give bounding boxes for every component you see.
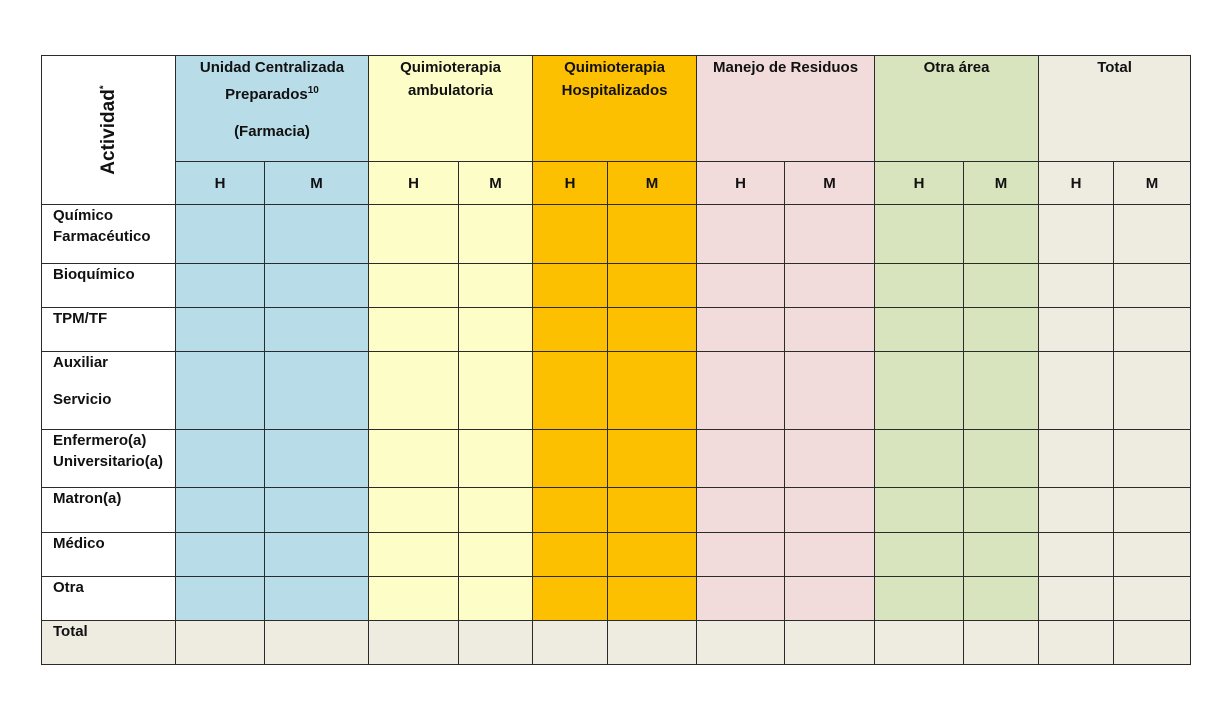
- table-cell: [459, 264, 533, 308]
- row-label-otra: Otra: [42, 577, 176, 621]
- table-cell: [176, 205, 265, 264]
- subheader-row: [42, 162, 1191, 205]
- table-cell: [608, 621, 697, 665]
- table-cell: [176, 621, 265, 665]
- table-cell: [533, 205, 608, 264]
- table-cell: [459, 430, 533, 488]
- subheader-m: M: [265, 162, 369, 205]
- table-cell: [176, 352, 265, 430]
- table-cell: [265, 352, 369, 430]
- subheader-h: H: [369, 162, 459, 205]
- total-row: [42, 621, 1191, 665]
- table-cell: [459, 308, 533, 352]
- table-cell: [459, 621, 533, 665]
- table-cell: [608, 264, 697, 308]
- table-cell: [265, 488, 369, 533]
- table-cell: [176, 308, 265, 352]
- table-cell: [265, 533, 369, 577]
- table-cell: [1039, 264, 1114, 308]
- table-cell: [533, 264, 608, 308]
- activity-header-cell: [42, 56, 176, 205]
- table-cell: [369, 577, 459, 621]
- row-label-auxiliar-servicio: Auxiliar Servicio: [42, 352, 176, 430]
- table-cell: [533, 430, 608, 488]
- table-cell: [265, 308, 369, 352]
- table-cell: [459, 533, 533, 577]
- table-cell: [176, 577, 265, 621]
- table-row: [42, 264, 1191, 308]
- table-cell: [459, 205, 533, 264]
- table-cell: [459, 488, 533, 533]
- subheader-m: M: [459, 162, 533, 205]
- table-cell: [533, 621, 608, 665]
- table-cell: [1039, 577, 1114, 621]
- row-label-enfermero: Enfermero(a) Universitario(a): [42, 430, 176, 488]
- table-cell: [533, 308, 608, 352]
- subheader-h: H: [875, 162, 964, 205]
- table-cell: [964, 533, 1039, 577]
- table-cell: [785, 533, 875, 577]
- group-header-total: Total: [1039, 56, 1191, 162]
- table-cell: [964, 308, 1039, 352]
- table-cell: [697, 430, 785, 488]
- table-cell: [265, 577, 369, 621]
- table-row: [42, 352, 1191, 430]
- table-cell: [1039, 430, 1114, 488]
- row-label-total: Total: [42, 621, 176, 665]
- table-cell: [964, 352, 1039, 430]
- table-cell: [608, 352, 697, 430]
- table-row: [42, 430, 1191, 488]
- subheader-m: M: [785, 162, 875, 205]
- table-cell: [697, 577, 785, 621]
- table-cell: [1039, 205, 1114, 264]
- table-cell: [265, 205, 369, 264]
- table-cell: [875, 533, 964, 577]
- table-cell: [697, 533, 785, 577]
- subheader-h: H: [697, 162, 785, 205]
- table-cell: [533, 352, 608, 430]
- row-label-matron: Matron(a): [42, 488, 176, 533]
- table-cell: [1114, 430, 1191, 488]
- table-cell: [608, 430, 697, 488]
- table-cell: [265, 264, 369, 308]
- table-cell: [875, 308, 964, 352]
- table-cell: [1039, 308, 1114, 352]
- table-cell: [875, 488, 964, 533]
- table-cell: [533, 533, 608, 577]
- table-cell: [1039, 488, 1114, 533]
- table-cell: [875, 621, 964, 665]
- table-cell: [785, 264, 875, 308]
- table-cell: [459, 352, 533, 430]
- table-row: [42, 308, 1191, 352]
- table-cell: [369, 205, 459, 264]
- table-cell: [875, 577, 964, 621]
- table-cell: [1114, 533, 1191, 577]
- table-row: [42, 205, 1191, 264]
- table-cell: [697, 205, 785, 264]
- subheader-m: M: [1114, 162, 1191, 205]
- group-header-quimioterapia-hospitalizados: Quimioterapia Hospitalizados: [533, 56, 697, 162]
- table-cell: [1039, 621, 1114, 665]
- table-cell: [369, 308, 459, 352]
- table-cell: [964, 621, 1039, 665]
- table-cell: [176, 430, 265, 488]
- table-cell: [608, 488, 697, 533]
- group-header-unidad-centralizada: Unidad Centralizada Preparados$^{10}$ (Farmacia): [176, 56, 369, 162]
- table-cell: [1114, 308, 1191, 352]
- table-cell: [369, 488, 459, 533]
- table-cell: [369, 533, 459, 577]
- table-cell: [459, 577, 533, 621]
- table-cell: [369, 352, 459, 430]
- table-cell: [176, 264, 265, 308]
- group-header-otra-area: Otra área: [875, 56, 1039, 162]
- table-cell: [697, 308, 785, 352]
- table-row: [42, 577, 1191, 621]
- subheader-m: M: [608, 162, 697, 205]
- table-cell: [265, 430, 369, 488]
- table-cell: [608, 205, 697, 264]
- table-cell: [1114, 488, 1191, 533]
- table-cell: [1114, 264, 1191, 308]
- table-cell: [875, 264, 964, 308]
- activity-header: Actividad*: [97, 85, 119, 175]
- group-header-row: [42, 56, 1191, 162]
- table-cell: [369, 621, 459, 665]
- group-header-quimioterapia-ambulatoria: Quimioterapia ambulatoria: [369, 56, 533, 162]
- table-cell: [608, 577, 697, 621]
- table-cell: [785, 308, 875, 352]
- table-cell: [369, 264, 459, 308]
- table-cell: [608, 533, 697, 577]
- subheader-m: M: [964, 162, 1039, 205]
- table-cell: [785, 205, 875, 264]
- row-label-quimico-farmaceutico: Químico Farmacéutico: [42, 205, 176, 264]
- table-cell: [697, 264, 785, 308]
- table-cell: [964, 264, 1039, 308]
- table-cell: [785, 621, 875, 665]
- staffing-table: [41, 55, 1191, 665]
- group-header-manejo-residuos: Manejo de Residuos: [697, 56, 875, 162]
- table-cell: [1114, 577, 1191, 621]
- table-row: [42, 533, 1191, 577]
- table-cell: [369, 430, 459, 488]
- table-cell: [1039, 533, 1114, 577]
- row-label-bioquimico: Bioquímico: [42, 264, 176, 308]
- table-cell: [785, 352, 875, 430]
- table-cell: [176, 533, 265, 577]
- table-cell: [1114, 621, 1191, 665]
- table-cell: [1114, 205, 1191, 264]
- table-cell: [533, 577, 608, 621]
- table-row: [42, 488, 1191, 533]
- table-cell: [875, 430, 964, 488]
- table-cell: [964, 205, 1039, 264]
- subheader-h: H: [533, 162, 608, 205]
- subheader-h: H: [1039, 162, 1114, 205]
- subheader-h: H: [176, 162, 265, 205]
- row-label-tpm-tf: TPM/TF: [42, 308, 176, 352]
- table-cell: [697, 488, 785, 533]
- table-cell: [785, 430, 875, 488]
- table-cell: [608, 308, 697, 352]
- row-label-medico: Médico: [42, 533, 176, 577]
- table-cell: [1039, 352, 1114, 430]
- table-cell: [964, 488, 1039, 533]
- table-cell: [785, 488, 875, 533]
- table-cell: [533, 488, 608, 533]
- table-cell: [875, 205, 964, 264]
- table-cell: [875, 352, 964, 430]
- table-cell: [785, 577, 875, 621]
- table-cell: [1114, 352, 1191, 430]
- table-cell: [697, 352, 785, 430]
- table-cell: [697, 621, 785, 665]
- table-cell: [176, 488, 265, 533]
- table-cell: [964, 430, 1039, 488]
- table-cell: [964, 577, 1039, 621]
- table-cell: [265, 621, 369, 665]
